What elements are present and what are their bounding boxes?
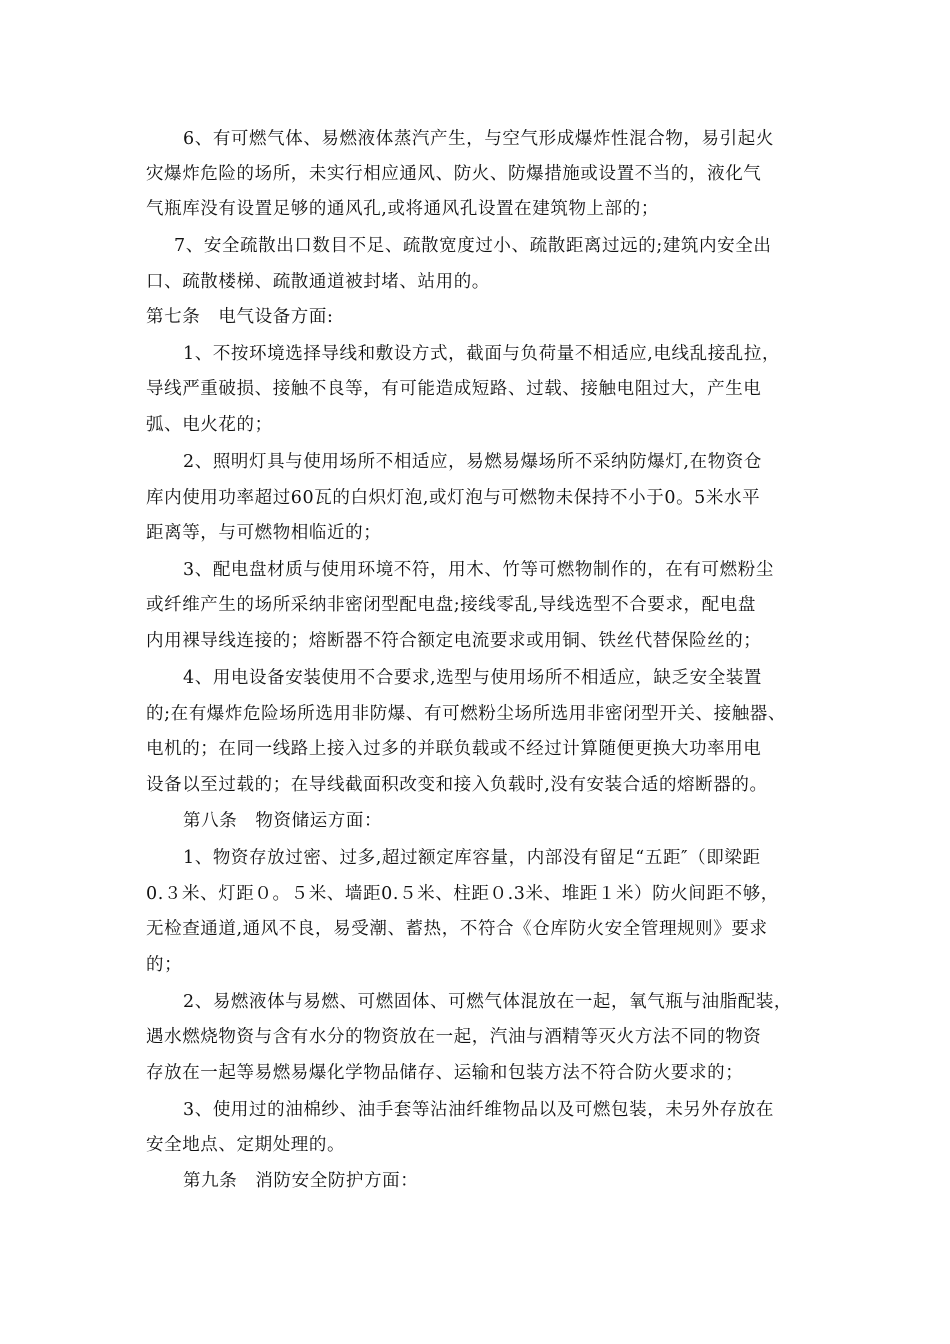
paragraph-line: 灾爆炸危险的场所，未实行相应通风、防火、防爆措施或设置不当的，液化气	[146, 164, 762, 184]
paragraph-line: 遇水燃烧物资与含有水分的物资放在一起，汽油与酒精等灭火方法不同的物资	[146, 1027, 762, 1047]
section-heading: 第七条 电气设备方面:	[146, 307, 334, 327]
paragraph-line: 4、用电设备安装使用不合要求,选型与使用场所不相适应，缺乏安全装置	[183, 668, 762, 688]
paragraph-line: 存放在一起等易燃易爆化学物品储存、运输和包装方法不符合防火要求的；	[146, 1063, 744, 1083]
paragraph-line: 的;在有爆炸危险场所选用非防爆、有可燃粉尘场所选用非密闭型开关、接触器、	[146, 704, 786, 724]
paragraph-line: 2、照明灯具与使用场所不相适应，易燃易爆场所不采纳防爆灯,在物资仓	[183, 452, 762, 472]
section-heading: 第八条 物资储运方面：	[183, 811, 383, 831]
paragraph-line: 0.３米、灯距０。５米、墙距0.５米、柱距０.3米、堆距１米）防火间距不够，	[146, 884, 779, 904]
paragraph-line: 口、疏散楼梯、疏散通道被封堵、站用的。	[146, 272, 490, 292]
paragraph-line: 距离等，与可燃物相临近的；	[146, 523, 382, 543]
paragraph-line: 设备以至过载的；在导线截面积改变和接入负载时,没有安装合适的熔断器的。	[146, 775, 768, 795]
paragraph-line: 3、配电盘材质与使用环境不符，用木、竹等可燃物制作的，在有可燃粉尘	[183, 560, 774, 580]
paragraph-line: 内用裸导线连接的；熔断器不符合额定电流要求或用铜、铁丝代替保险丝的；	[146, 631, 762, 651]
paragraph-line: 电机的；在同一线路上接入过多的并联负载或不经过计算随便更换大功率用电	[146, 739, 762, 759]
paragraph-line: 3、使用过的油棉纱、油手套等沾油纤维物品以及可燃包装，未另外存放在	[183, 1100, 774, 1120]
paragraph-line: 1、物资存放过密、过多,超过额定库容量，内部没有留足“五距″（即梁距	[183, 848, 761, 868]
paragraph-line: 库内使用功率超过60瓦的白炽灯泡,或灯泡与可燃物未保持不小于0。5米水平	[146, 488, 761, 508]
paragraph-line: 气瓶库没有设置足够的通风孔,或将通风孔设置在建筑物上部的；	[146, 199, 659, 219]
paragraph-line: 的；	[146, 955, 183, 975]
section-heading: 第九条 消防安全防护方面：	[183, 1171, 419, 1191]
paragraph-line: 1、不按环境选择导线和敷设方式，截面与负荷量不相适应,电线乱接乱拉，	[183, 344, 781, 364]
paragraph-line: 6、有可燃气体、易燃液体蒸汽产生，与空气形成爆炸性混合物，易引起火	[183, 129, 774, 149]
paragraph-line: 安全地点、定期处理的。	[146, 1135, 346, 1155]
paragraph-line: 2、易燃液体与易燃、可燃固体、可燃气体混放在一起，氧气瓶与油脂配装，	[183, 992, 793, 1012]
paragraph-line: 弧、电火花的；	[146, 415, 273, 435]
paragraph-line: 7、安全疏散出口数目不足、疏散宽度过小、疏散距离过远的;建筑内安全出	[174, 236, 772, 256]
paragraph-line: 无检查通道,通风不良，易受潮、蓄热，不符合《仓库防火安全管理规则》要求	[146, 919, 768, 939]
paragraph-line: 或纤维产生的场所采纳非密闭型配电盘;接线零乱,导线选型不合要求，配电盘	[146, 595, 756, 615]
paragraph-line: 导线严重破损、接触不良等，有可能造成短路、过载、接触电阻过大，产生电	[146, 379, 762, 399]
